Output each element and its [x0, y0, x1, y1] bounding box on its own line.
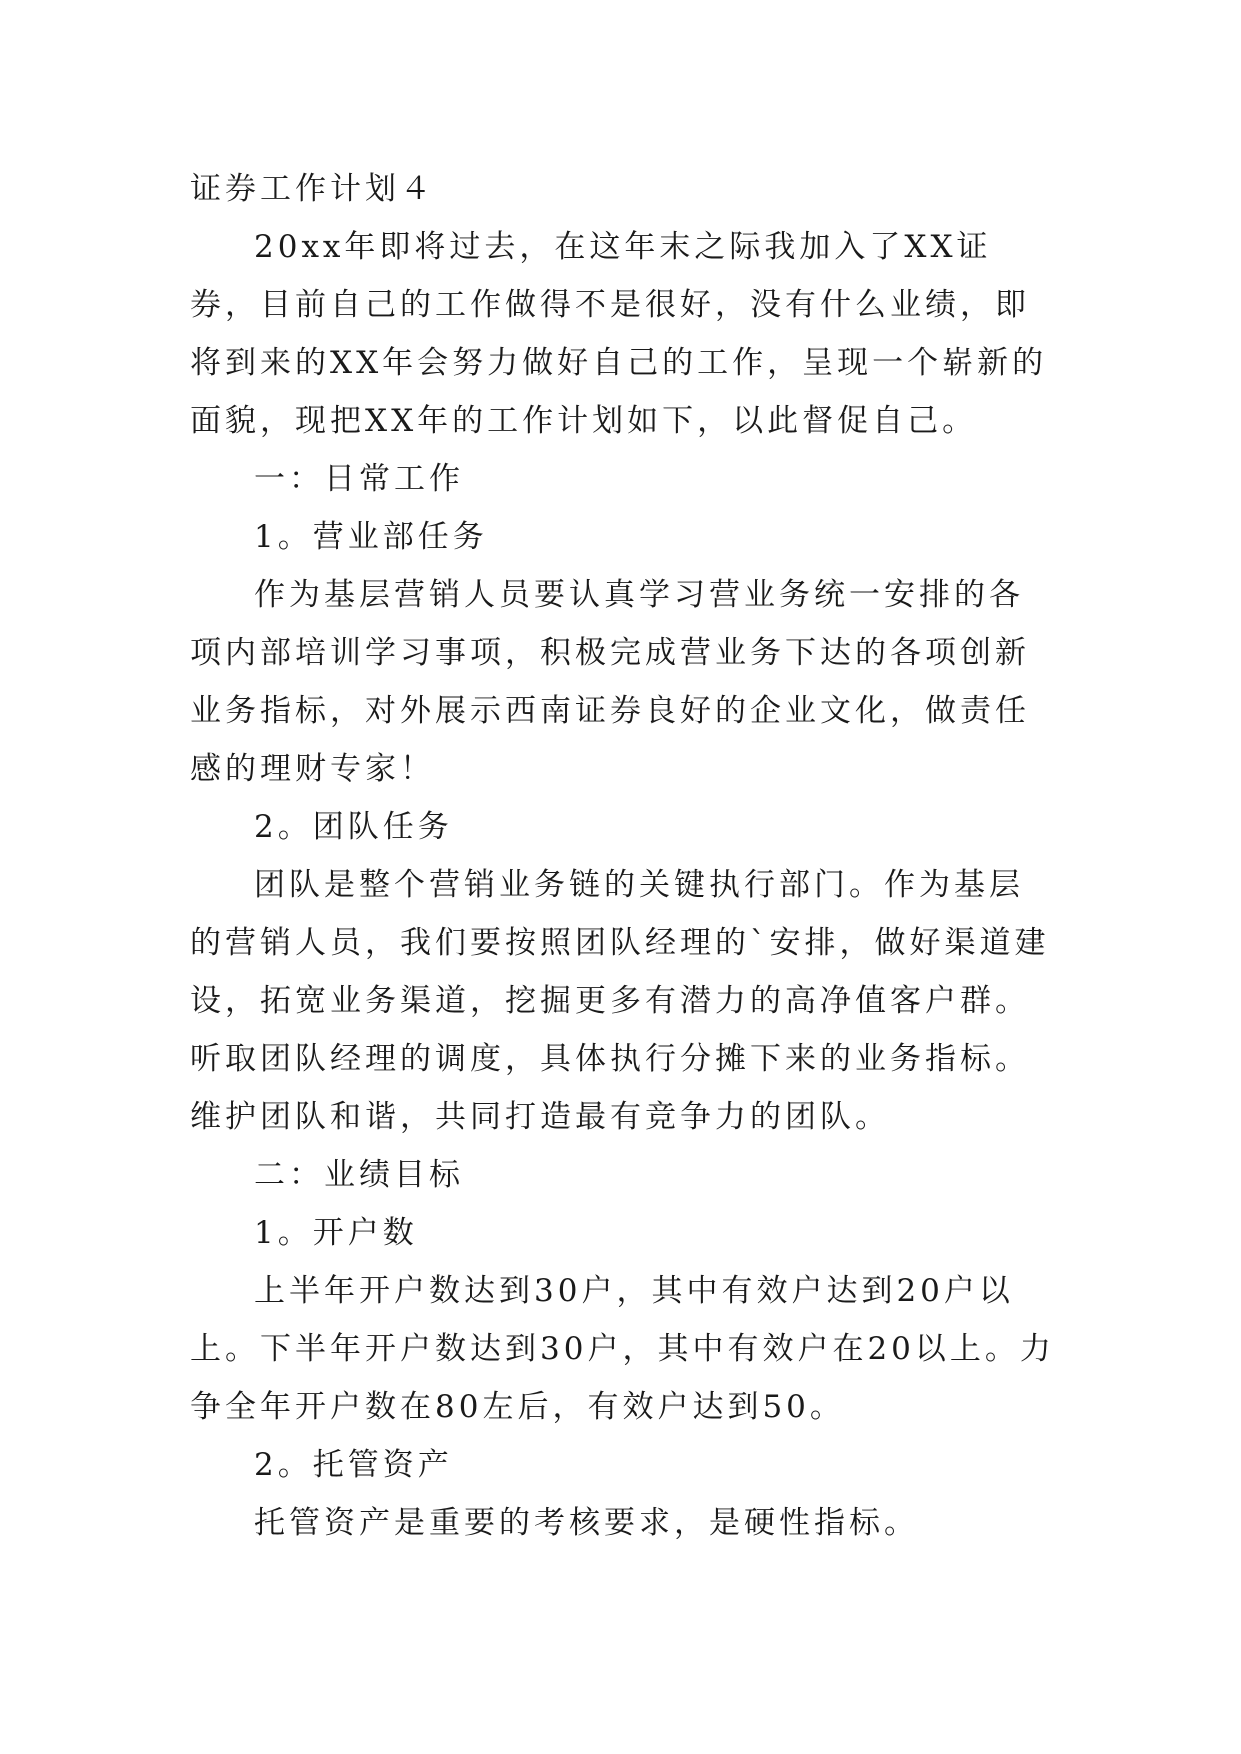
document-title: 证券工作计划４: [190, 171, 435, 207]
subheading-account-count: 1。开户数: [254, 1215, 418, 1251]
paragraph-branch-task: 作为基层营销人员要认真学习营业务统一安排的各项内部培训学习事项，积极完成营业务下达的各项创新业务指标，对外展示西南证券良好的企业文化，做责任感的理财专家！: [190, 577, 1030, 787]
paragraph-team-task: 团队是整个营销业务链的关键执行部门。作为基层的营销人员，我们要按照团队经理的`安排，做好渠道建设，拓宽业务渠道，挖掘更多有潜力的高净值客户群。听取团队经理的调度，具体执行分摊下来的业务指标。维护团队和谐，共同打造最有竞争力的团队。: [190, 867, 1050, 1135]
paragraph-intro: 20xx年即将过去，在这年末之际我加入了XX证券，目前自己的工作做得不是很好，没有什么业绩，即将到来的XX年会努力做好自己的工作，呈现一个崭新的面貌，现把XX年的工作计划如下，以此督促自己。: [190, 229, 1048, 439]
section-heading-daily-work: 一：日常工作: [254, 461, 464, 497]
section-heading-performance-goals: 二：业绩目标: [254, 1157, 464, 1193]
document-body: [190, 160, 1056, 1552]
paragraph-account-count: 上半年开户数达到30户，其中有效户达到20户以上。下半年开户数达到30户，其中有效户在20以上。力争全年开户数在80左后，有效户达到50。: [190, 1273, 1055, 1425]
subheading-team-task: 2。团队任务: [254, 809, 453, 845]
paragraph-custody-assets: 托管资产是重要的考核要求，是硬性指标。: [254, 1505, 919, 1541]
subheading-branch-task: 1。营业部任务: [254, 519, 488, 555]
subheading-custody-assets: 2。托管资产: [254, 1447, 453, 1483]
